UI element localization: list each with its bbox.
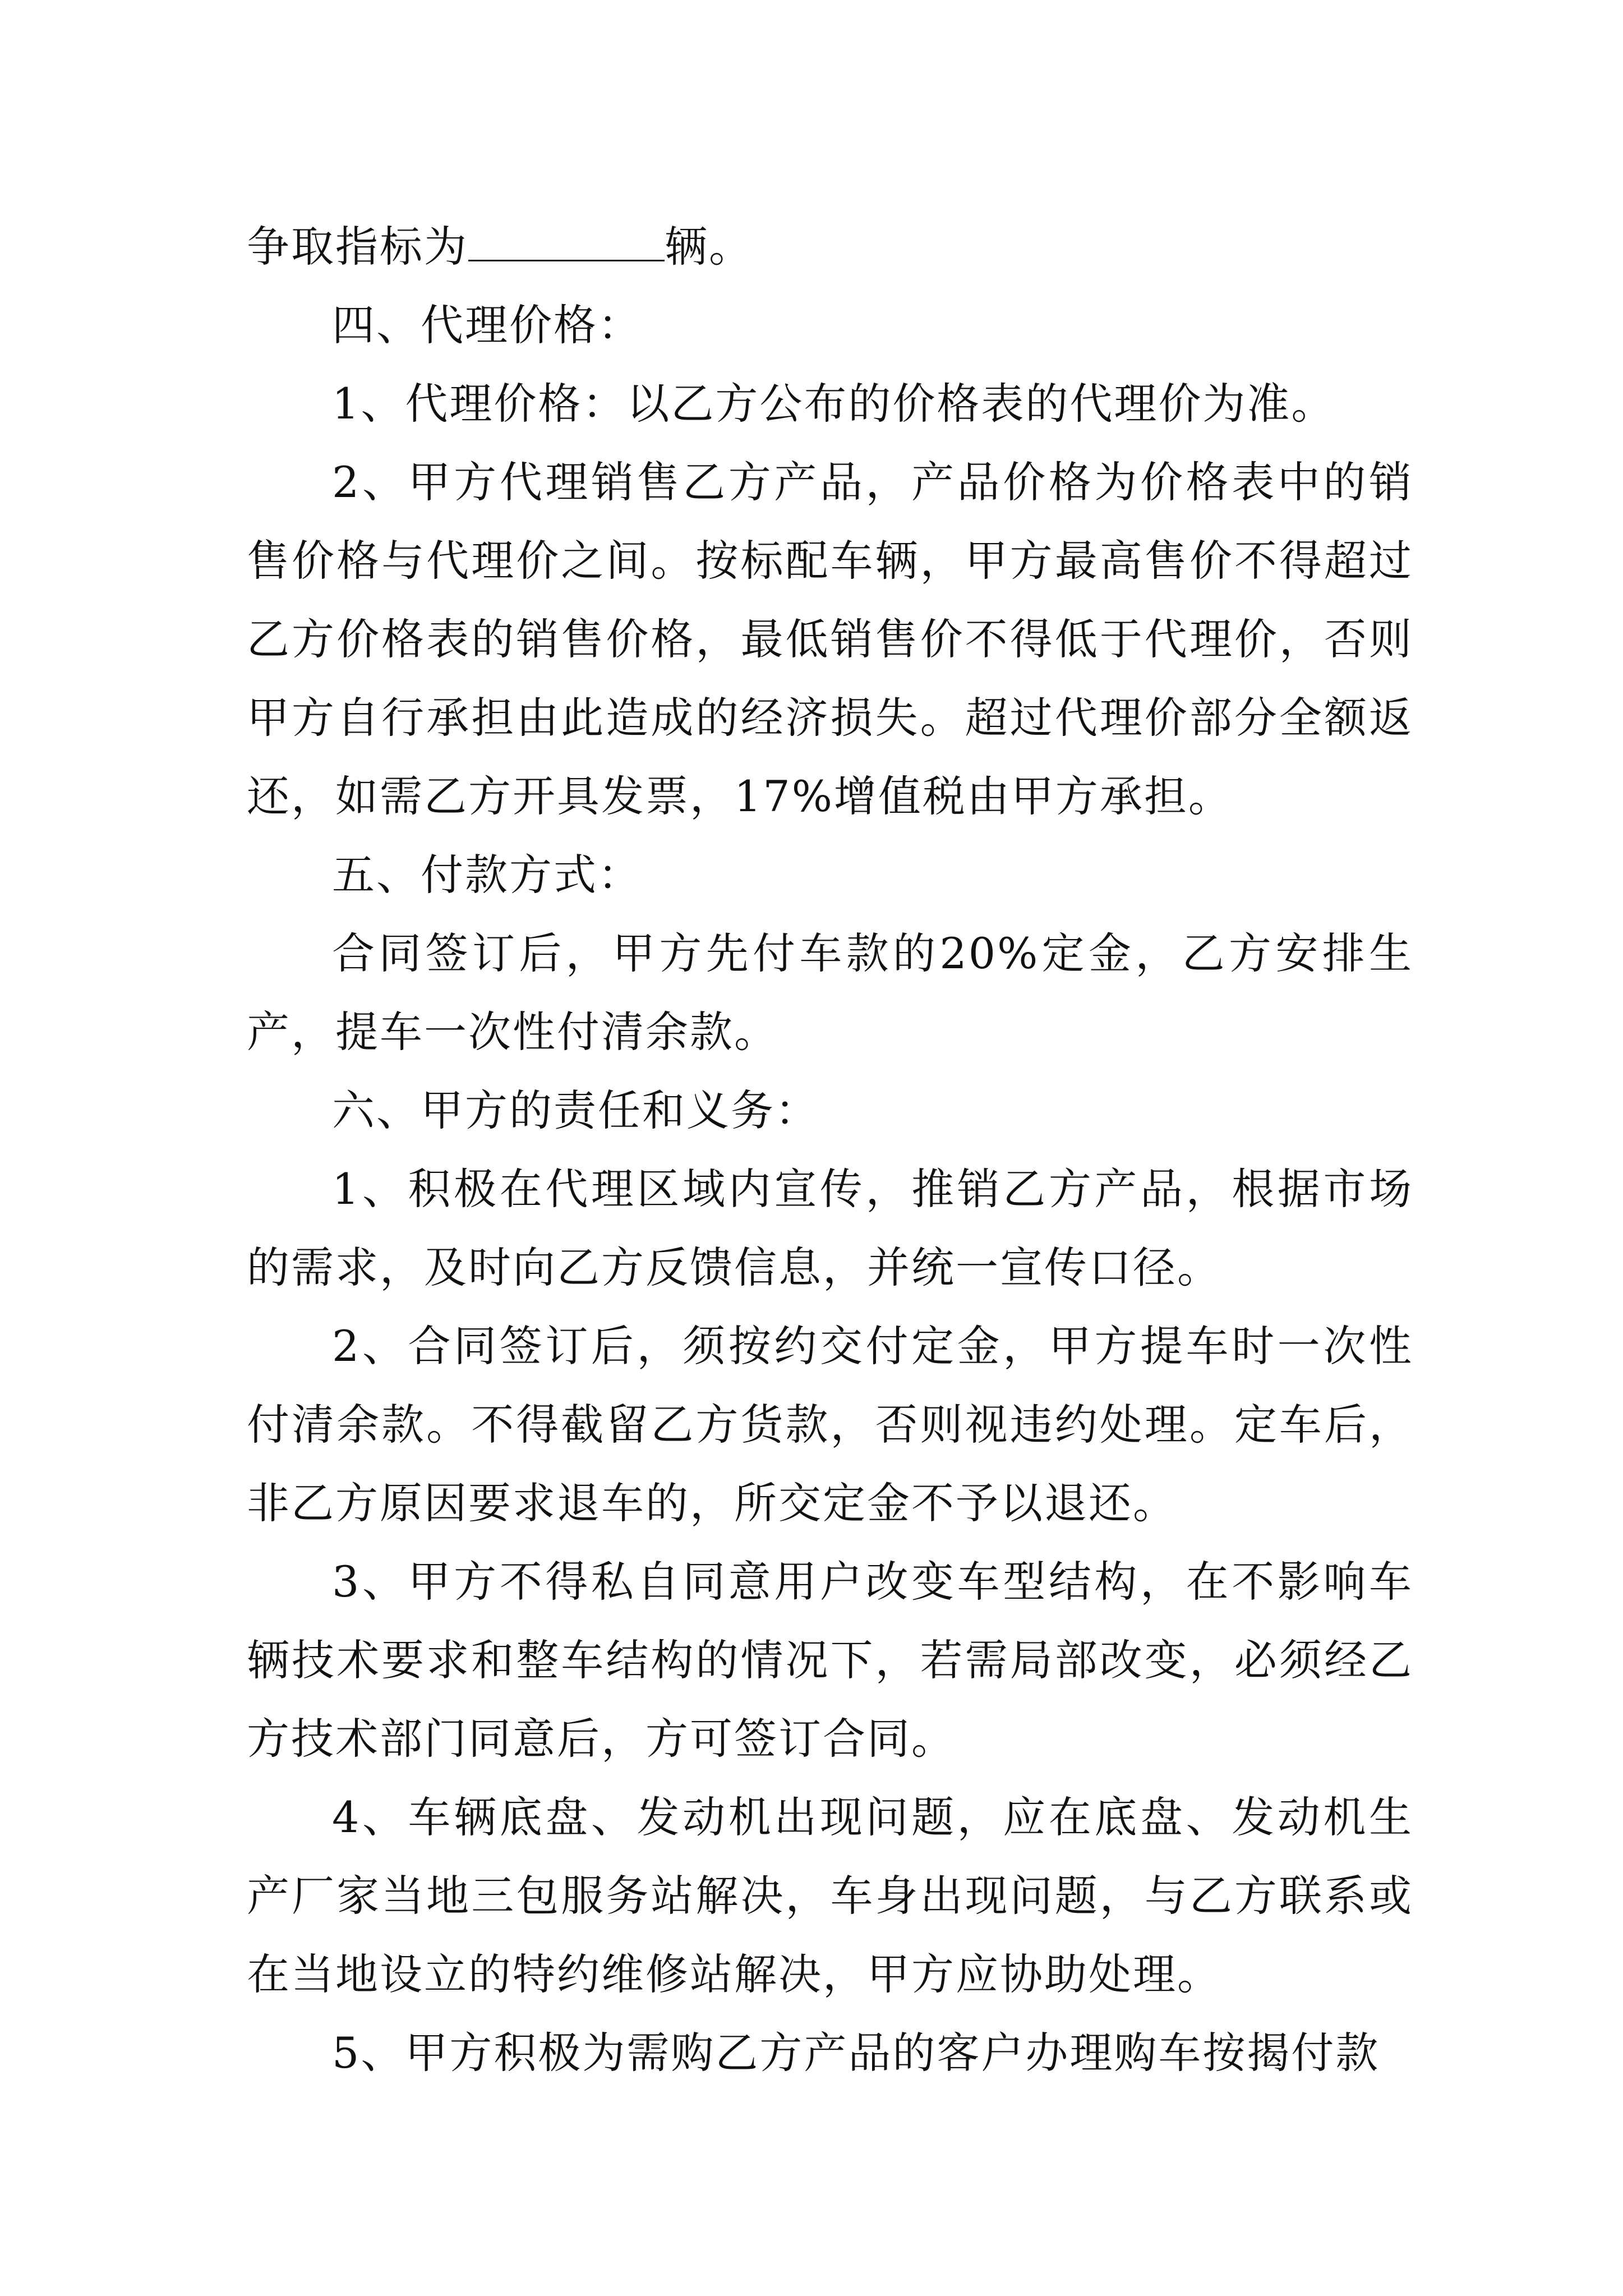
clause-agency-price-1: 1、代理价格：以乙方公布的价格表的代理价为准。 [332,379,1336,429]
target-quantity-unit: 辆。 [665,222,753,272]
section-heading-agency-price: 四、代理价格： [332,300,642,350]
clause-party-a-duty-1: 1、积极在代理区域内宣传，推销乙方产品，根据市场的需求，及时向乙方反馈信息，并统一宣传口径。 [247,1164,1413,1292]
paragraph-target-quantity [247,208,1413,286]
quantity-blank-line [468,220,665,261]
clause-party-a-duty-5: 5、甲方积极为需购乙方产品的客户办理购车按揭付款 [332,2028,1380,2078]
clause-party-a-duty-4: 4、车辆底盘、发动机出现问题，应在底盘、发动机生产厂家当地三包服务站解决，车身出现问题，与乙方联系或在当地设立的特约维修站解决，甲方应协助处理。 [247,1792,1413,1999]
section-heading-party-a-duties: 六、甲方的责任和义务： [332,1085,819,1135]
clause-payment-method: 合同签订后，甲方先付车款的20%定金，乙方安排生产，提车一次性付清余款。 [247,928,1413,1057]
section-heading-payment-method: 五、付款方式： [332,850,642,900]
clause-party-a-duty-3: 3、甲方不得私自同意用户改变车型结构，在不影响车辆技术要求和整车结构的情况下，若需局部改变，必须经乙方技术部门同意后，方可签订合同。 [247,1557,1413,1764]
clause-party-a-duty-2: 2、合同签订后，须按约交付定金，甲方提车时一次性付清余款。不得截留乙方货款，否则视违约处理。定车后，非乙方原因要求退车的，所交定金不予以退还。 [247,1321,1413,1528]
clause-agency-price-2: 2、甲方代理销售乙方产品，产品价格为价格表中的销售价格与代理价之间。按标配车辆，甲方最高售价不得超过乙方价格表的销售价格，最低销售价不得低于代理价，否则甲方自行承担由此造成的经济损失。超过代理价部分全额返还，如需乙方开具发票，17%增值税由甲方承担。 [247,457,1413,821]
document-body [247,208,1413,2092]
target-quantity-label: 争取指标为 [247,222,468,272]
